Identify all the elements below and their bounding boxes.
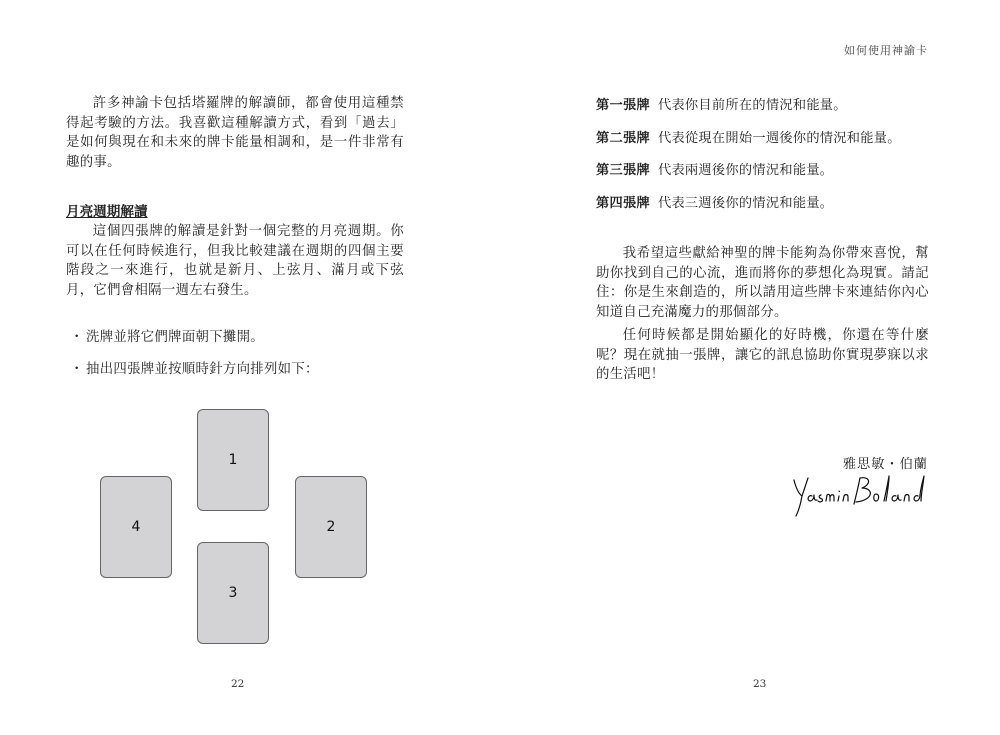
card-number: 3 bbox=[228, 585, 238, 601]
bullet-item: ・ 抽出四張牌並按順時針方向排列如下： bbox=[70, 358, 319, 377]
intro-paragraph: 許多神諭卡包括塔羅牌的解讀師，都會使用這種禁得起考驗的方法。我喜歡這種解讀方式，看到「過去」是如何與現在和未來的牌卡能量相調和，是一件非常有趣的事。 bbox=[66, 96, 404, 170]
card-meaning-line: 第三張牌 代表兩週後你的情況和能量。 bbox=[596, 163, 834, 178]
bullet-dot: ・ bbox=[70, 330, 84, 345]
bullet-item: ・ 洗牌並將它們牌面朝下攤開。 bbox=[70, 326, 264, 345]
card-meaning-label: 第二張牌 bbox=[596, 131, 650, 146]
bullet-dot: ・ bbox=[70, 362, 84, 377]
card-meaning-label: 第四張牌 bbox=[596, 196, 650, 211]
right-page bbox=[500, 0, 1000, 735]
section-subheading: 月亮週期解讀 bbox=[66, 204, 148, 220]
method-paragraph: 這個四張牌的解讀是針對一個完整的月亮週期。你可以在任何時候進行，但我比較建議在週期的四個主要階段之一來進行，也就是新月、上弦月、滿月或下弦月，它們會相隔一週左右發生。 bbox=[66, 224, 404, 298]
card-meaning-label: 第三張牌 bbox=[596, 163, 650, 178]
signature-icon bbox=[790, 470, 930, 520]
running-header: 如何使用神諭卡 bbox=[844, 44, 928, 57]
card-meaning-line: 第四張牌 代表三週後你的情況和能量。 bbox=[596, 196, 834, 211]
card-meaning-line: 第二張牌 代表從現在開始一週後你的情況和能量。 bbox=[596, 131, 901, 146]
closing-paragraph-2: 任何時候都是開始顯化的好時機，你還在等什麼呢？現在就抽一張牌，讓它的訊息協助你實現夢寐以求的生活吧！ bbox=[596, 328, 929, 382]
card-meaning-line: 第一張牌 代表你目前所在的情況和能量。 bbox=[596, 98, 847, 113]
card-meaning-label: 第一張牌 bbox=[596, 98, 650, 113]
card-left bbox=[100, 476, 172, 578]
card-number: 1 bbox=[228, 452, 238, 468]
author-name: 雅思敏・伯蘭 bbox=[842, 457, 928, 472]
card-top bbox=[197, 409, 269, 511]
page-number: 22 bbox=[231, 678, 245, 690]
closing-paragraph-1: 我希望這些獻給神聖的牌卡能夠為你帶來喜悅，幫助你找到自己的心流，進而將你的夢想化為現實。請記住：你是生來創造的，所以請用這些牌卡來連結你內心知道自己充滿魔力的那個部分。 bbox=[596, 246, 929, 320]
card-bottom bbox=[197, 542, 269, 644]
page-number: 23 bbox=[753, 678, 767, 690]
card-right bbox=[295, 476, 367, 578]
card-number: 4 bbox=[131, 519, 141, 535]
card-number: 2 bbox=[326, 519, 336, 535]
